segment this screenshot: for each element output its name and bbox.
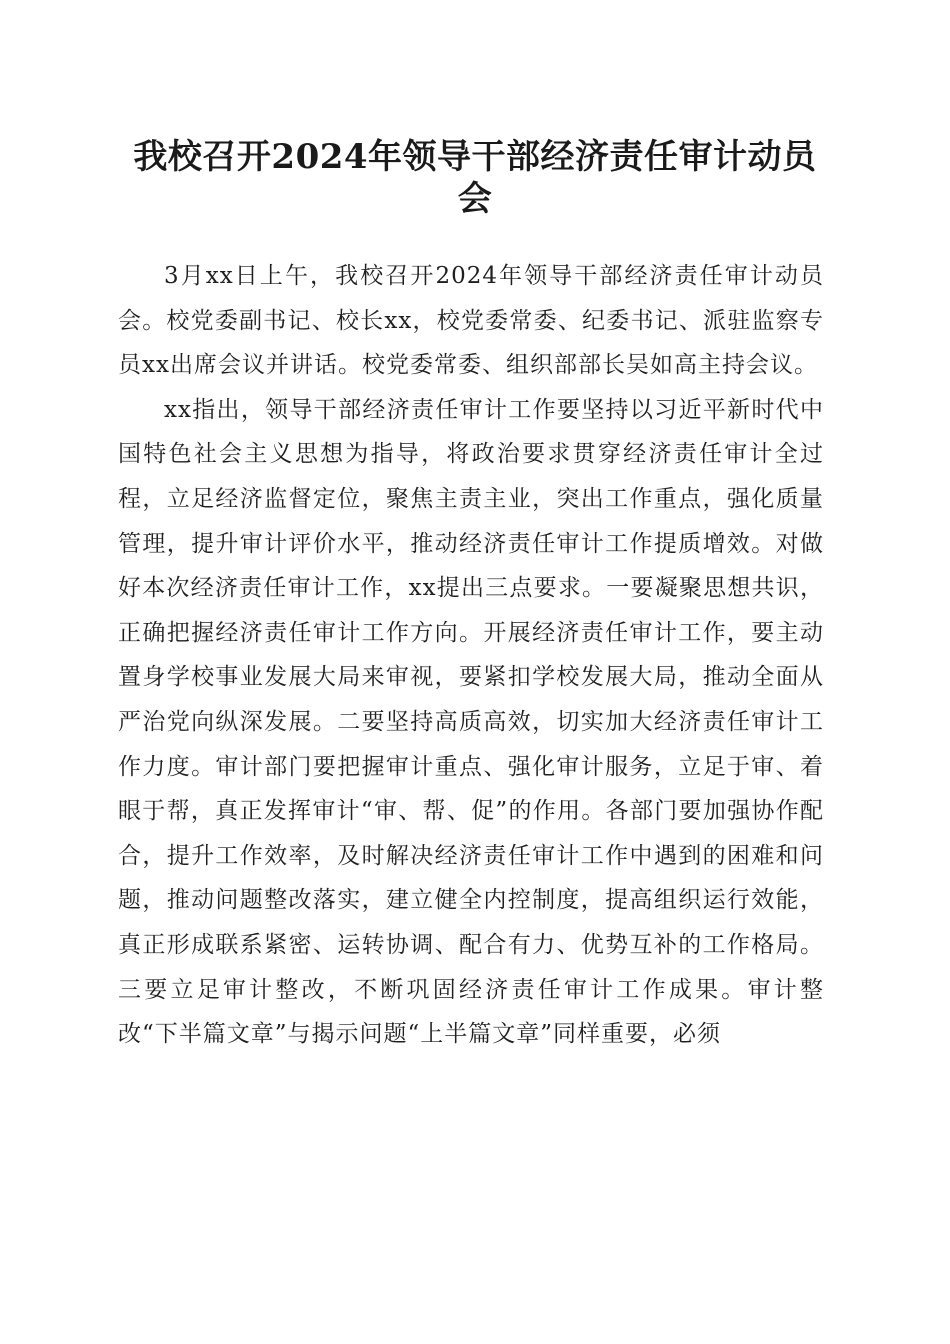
paragraph-speech: xx指出，领导干部经济责任审计工作要坚持以习近平新时代中国特色社会主义思想为指导，将政治要求贯穿经济责任审计全过程，立足经济监督定位，聚焦主责主业，突出工作重点，强化质量管理，提升审计评价水平，推动经济责任审计工作提质增效。对做好本次经济责任审计工作，xx提出三点要求。一要凝聚思想共识，正确把握经济责任审计工作方向。开展经济责任审计工作，要主动置身学校事业发展大局来审视，要紧扣学校发展大局，推动全面从严治党向纵深发展。二要坚持高质高效，切实加大经济责任审计工作力度。审计部门要把握审计重点、强化审计服务，立足于审、着眼于帮，真正发挥审计“审、帮、促”的作用。各部门要加强协作配合，提升工作效率，及时解决经济责任审计工作中遇到的困难和问题，推动问题整改落实，建立健全内控制度，提高组织运行效能，真正形成联系紧密、运转协调、配合有力、优势互补的工作格局。三要立足审计整改，不断巩固经济责任审计工作成果。审计整改“下半篇文章”与揭示问题“上半篇文章”同样重要，必须 <box>118 396 824 1048</box>
document-body <box>118 254 824 1057</box>
document-title: 我校召开2024年领导干部经济责任审计动员会 <box>133 137 817 219</box>
paragraph-intro: 3月xx日上午，我校召开2024年领导干部经济责任审计动员会。校党委副书记、校长xx，校党委常委、纪委书记、派驻监察专员xx出席会议并讲话。校党委常委、组织部部长吴如高主持会议。 <box>118 263 824 379</box>
